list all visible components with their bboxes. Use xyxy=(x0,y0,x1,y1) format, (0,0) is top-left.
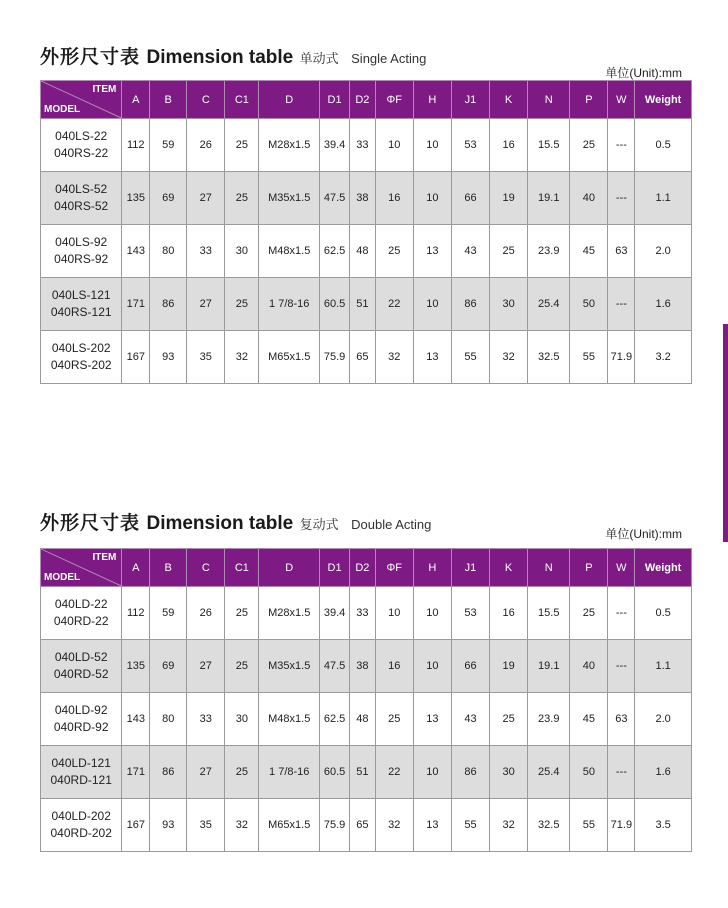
value-cell: 27 xyxy=(187,746,225,799)
value-cell: 10 xyxy=(375,119,413,172)
value-cell: 47.5 xyxy=(320,640,350,693)
value-cell: 25 xyxy=(375,225,413,278)
model-item-header xyxy=(41,549,122,587)
table-row xyxy=(41,172,692,225)
value-cell: 62.5 xyxy=(320,225,350,278)
value-cell: 32 xyxy=(225,331,259,384)
column-header: Weight xyxy=(635,81,692,119)
value-cell: 167 xyxy=(122,331,150,384)
value-cell: 43 xyxy=(451,225,489,278)
value-cell: 171 xyxy=(122,278,150,331)
value-cell: 16 xyxy=(375,640,413,693)
value-cell: 86 xyxy=(451,278,489,331)
table-row xyxy=(41,119,692,172)
table-body xyxy=(41,119,692,384)
value-cell: 38 xyxy=(349,640,375,693)
value-cell: 112 xyxy=(122,587,150,640)
value-cell: 25.4 xyxy=(528,278,570,331)
value-cell: 60.5 xyxy=(320,278,350,331)
value-cell: 0.5 xyxy=(635,119,692,172)
value-cell: 93 xyxy=(150,331,187,384)
column-header: ΦF xyxy=(375,81,413,119)
value-cell: M28x1.5 xyxy=(259,587,320,640)
value-cell: 135 xyxy=(122,172,150,225)
value-cell: 10 xyxy=(413,587,451,640)
model-code: 040RD-121 xyxy=(50,773,112,787)
value-cell: 43 xyxy=(451,693,489,746)
model-cell xyxy=(41,225,122,278)
column-header: W xyxy=(608,81,635,119)
value-cell: 1.6 xyxy=(635,278,692,331)
subtitle-cn: 单动式 xyxy=(299,51,339,66)
value-cell: 10 xyxy=(375,587,413,640)
value-cell: 3.5 xyxy=(635,799,692,852)
column-header: H xyxy=(413,549,451,587)
value-cell: 45 xyxy=(570,225,608,278)
value-cell: 16 xyxy=(375,172,413,225)
value-cell: 135 xyxy=(122,640,150,693)
value-cell: 13 xyxy=(413,331,451,384)
model-cell xyxy=(41,799,122,852)
value-cell: 66 xyxy=(451,172,489,225)
value-cell: 40 xyxy=(570,640,608,693)
value-cell: 50 xyxy=(570,278,608,331)
value-cell: M48x1.5 xyxy=(259,693,320,746)
value-cell: 39.4 xyxy=(320,587,350,640)
value-cell: 63 xyxy=(608,693,635,746)
model-cell xyxy=(41,693,122,746)
value-cell: 0.5 xyxy=(635,587,692,640)
value-cell: 167 xyxy=(122,799,150,852)
column-header: C xyxy=(187,549,225,587)
column-header: B xyxy=(150,81,187,119)
model-code: 040LD-92 xyxy=(54,703,108,717)
value-cell: 27 xyxy=(187,172,225,225)
value-cell: 25 xyxy=(490,693,528,746)
column-header: C xyxy=(187,81,225,119)
model-label: MODEL xyxy=(44,104,81,115)
model-cell xyxy=(41,331,122,384)
page-edge-tab xyxy=(723,324,728,542)
value-cell: 19 xyxy=(490,172,528,225)
value-cell: 10 xyxy=(413,119,451,172)
value-cell: 80 xyxy=(150,693,187,746)
value-cell: 55 xyxy=(451,799,489,852)
column-header: A xyxy=(122,81,150,119)
model-code: 040RD-202 xyxy=(50,826,112,840)
value-cell: 75.9 xyxy=(320,331,350,384)
column-header: D2 xyxy=(349,549,375,587)
column-header: P xyxy=(570,549,608,587)
subtitle-en: Double Acting xyxy=(351,517,432,532)
value-cell: 86 xyxy=(451,746,489,799)
model-code: 040LS-202 xyxy=(51,341,111,355)
value-cell: 53 xyxy=(451,119,489,172)
value-cell: 10 xyxy=(413,172,451,225)
value-cell: 59 xyxy=(150,587,187,640)
value-cell: M35x1.5 xyxy=(259,640,320,693)
value-cell: 30 xyxy=(490,746,528,799)
value-cell: M48x1.5 xyxy=(259,225,320,278)
value-cell: 13 xyxy=(413,799,451,852)
value-cell: 45 xyxy=(570,693,608,746)
table-row xyxy=(41,278,692,331)
value-cell: M28x1.5 xyxy=(259,119,320,172)
value-cell: 50 xyxy=(570,746,608,799)
column-header: Weight xyxy=(635,549,692,587)
table-row xyxy=(41,640,692,693)
model-cell xyxy=(41,119,122,172)
unit-label: 单位(Unit):mm xyxy=(605,66,682,80)
value-cell: 25 xyxy=(225,746,259,799)
model-code: 040RS-202 xyxy=(50,358,112,372)
value-cell: 25 xyxy=(375,693,413,746)
value-cell: 63 xyxy=(608,225,635,278)
value-cell: 55 xyxy=(570,331,608,384)
unit-label: 单位(Unit):mm xyxy=(605,527,682,541)
value-cell: 62.5 xyxy=(320,693,350,746)
value-cell: 10 xyxy=(413,278,451,331)
model-code: 040LD-121 xyxy=(51,756,111,770)
value-cell: 143 xyxy=(122,693,150,746)
table-row xyxy=(41,693,692,746)
value-cell: 171 xyxy=(122,746,150,799)
value-cell: 55 xyxy=(451,331,489,384)
value-cell: 48 xyxy=(349,693,375,746)
column-header: D1 xyxy=(320,549,350,587)
value-cell: M65x1.5 xyxy=(259,331,320,384)
value-cell: 33 xyxy=(187,225,225,278)
model-code: 040RD-92 xyxy=(53,720,109,734)
value-cell: --- xyxy=(608,746,635,799)
item-label: ITEM xyxy=(92,552,117,563)
value-cell: 1 7/8-16 xyxy=(259,746,320,799)
value-cell: 32.5 xyxy=(528,799,570,852)
model-cell xyxy=(41,172,122,225)
value-cell: 2.0 xyxy=(635,225,692,278)
value-cell: --- xyxy=(608,119,635,172)
column-header: C1 xyxy=(225,549,259,587)
column-header: W xyxy=(608,549,635,587)
value-cell: 19.1 xyxy=(528,172,570,225)
value-cell: 32 xyxy=(490,799,528,852)
column-header: J1 xyxy=(451,81,489,119)
value-cell: 40 xyxy=(570,172,608,225)
value-cell: 143 xyxy=(122,225,150,278)
value-cell: 35 xyxy=(187,799,225,852)
model-code: 040LD-52 xyxy=(54,650,108,664)
value-cell: 55 xyxy=(570,799,608,852)
value-cell: 16 xyxy=(490,119,528,172)
value-cell: 30 xyxy=(225,693,259,746)
value-cell: 25 xyxy=(490,225,528,278)
model-code: 040LS-92 xyxy=(55,235,108,249)
single-acting-title xyxy=(40,42,426,69)
value-cell: 25 xyxy=(225,278,259,331)
model-code: 040LS-52 xyxy=(55,182,108,196)
value-cell: 35 xyxy=(187,331,225,384)
value-cell: 1 7/8-16 xyxy=(259,278,320,331)
value-cell: 23.9 xyxy=(528,225,570,278)
value-cell: 10 xyxy=(413,746,451,799)
value-cell: 1.1 xyxy=(635,172,692,225)
value-cell: 23.9 xyxy=(528,693,570,746)
value-cell: 30 xyxy=(490,278,528,331)
value-cell: --- xyxy=(608,587,635,640)
value-cell: 48 xyxy=(349,225,375,278)
value-cell: 25 xyxy=(570,119,608,172)
value-cell: 32 xyxy=(225,799,259,852)
dimension-table-double xyxy=(40,548,692,852)
title-cn: 外形尺寸表 xyxy=(40,47,141,68)
value-cell: 66 xyxy=(451,640,489,693)
value-cell: 32 xyxy=(490,331,528,384)
value-cell: --- xyxy=(608,172,635,225)
column-header: D1 xyxy=(320,81,350,119)
value-cell: 80 xyxy=(150,225,187,278)
value-cell: 27 xyxy=(187,640,225,693)
value-cell: 71.9 xyxy=(608,799,635,852)
subtitle-cn: 复动式 xyxy=(299,517,339,532)
table-row xyxy=(41,587,692,640)
item-label: ITEM xyxy=(92,84,117,95)
value-cell: 25 xyxy=(225,172,259,225)
column-header: N xyxy=(528,81,570,119)
table-row xyxy=(41,331,692,384)
title-en: Dimension table xyxy=(146,47,294,68)
model-code: 040RS-121 xyxy=(50,305,112,319)
value-cell: 32.5 xyxy=(528,331,570,384)
subtitle-en: Single Acting xyxy=(351,51,427,66)
value-cell: 71.9 xyxy=(608,331,635,384)
value-cell: 51 xyxy=(349,278,375,331)
value-cell: 19.1 xyxy=(528,640,570,693)
model-cell xyxy=(41,640,122,693)
table-body xyxy=(41,587,692,852)
value-cell: 25 xyxy=(570,587,608,640)
value-cell: 15.5 xyxy=(528,119,570,172)
value-cell: 33 xyxy=(349,119,375,172)
value-cell: --- xyxy=(608,278,635,331)
value-cell: 86 xyxy=(150,278,187,331)
value-cell: 86 xyxy=(150,746,187,799)
model-item-header xyxy=(41,81,122,119)
double-acting-title xyxy=(40,508,431,535)
value-cell: 32 xyxy=(375,799,413,852)
value-cell: 65 xyxy=(349,799,375,852)
table-header-row xyxy=(41,549,692,587)
model-cell xyxy=(41,278,122,331)
value-cell: M35x1.5 xyxy=(259,172,320,225)
value-cell: 25.4 xyxy=(528,746,570,799)
value-cell: 25 xyxy=(225,587,259,640)
value-cell: 69 xyxy=(150,640,187,693)
value-cell: 65 xyxy=(349,331,375,384)
value-cell: M65x1.5 xyxy=(259,799,320,852)
value-cell: 25 xyxy=(225,640,259,693)
value-cell: 30 xyxy=(225,225,259,278)
value-cell: 3.2 xyxy=(635,331,692,384)
value-cell: 33 xyxy=(187,693,225,746)
column-header: D2 xyxy=(349,81,375,119)
table-header-row xyxy=(41,81,692,119)
value-cell: 1.1 xyxy=(635,640,692,693)
value-cell: 32 xyxy=(375,331,413,384)
value-cell: --- xyxy=(608,640,635,693)
column-header: A xyxy=(122,549,150,587)
value-cell: 93 xyxy=(150,799,187,852)
value-cell: 2.0 xyxy=(635,693,692,746)
value-cell: 112 xyxy=(122,119,150,172)
value-cell: 59 xyxy=(150,119,187,172)
column-header: K xyxy=(490,549,528,587)
dimension-table-single xyxy=(40,80,692,384)
column-header: P xyxy=(570,81,608,119)
value-cell: 26 xyxy=(187,119,225,172)
value-cell: 39.4 xyxy=(320,119,350,172)
column-header: J1 xyxy=(451,549,489,587)
value-cell: 75.9 xyxy=(320,799,350,852)
value-cell: 60.5 xyxy=(320,746,350,799)
column-header: D xyxy=(259,549,320,587)
model-code: 040LD-22 xyxy=(54,597,108,611)
model-cell xyxy=(41,746,122,799)
column-header: N xyxy=(528,549,570,587)
model-code: 040RD-52 xyxy=(53,667,109,681)
value-cell: 1.6 xyxy=(635,746,692,799)
value-cell: 10 xyxy=(413,640,451,693)
model-code: 040RS-92 xyxy=(54,252,109,266)
value-cell: 13 xyxy=(413,225,451,278)
value-cell: 13 xyxy=(413,693,451,746)
value-cell: 15.5 xyxy=(528,587,570,640)
value-cell: 26 xyxy=(187,587,225,640)
value-cell: 19 xyxy=(490,640,528,693)
value-cell: 16 xyxy=(490,587,528,640)
value-cell: 25 xyxy=(225,119,259,172)
value-cell: 22 xyxy=(375,746,413,799)
table-row xyxy=(41,799,692,852)
value-cell: 22 xyxy=(375,278,413,331)
model-label: MODEL xyxy=(44,572,81,583)
value-cell: 53 xyxy=(451,587,489,640)
column-header: K xyxy=(490,81,528,119)
value-cell: 69 xyxy=(150,172,187,225)
model-code: 040RD-22 xyxy=(53,614,109,628)
model-code: 040LS-121 xyxy=(51,288,111,302)
table-row xyxy=(41,225,692,278)
model-code: 040LD-202 xyxy=(51,809,111,823)
model-cell xyxy=(41,587,122,640)
value-cell: 47.5 xyxy=(320,172,350,225)
value-cell: 38 xyxy=(349,172,375,225)
model-code: 040RS-52 xyxy=(54,199,109,213)
title-cn: 外形尺寸表 xyxy=(40,513,141,534)
title-en: Dimension table xyxy=(146,513,294,534)
value-cell: 27 xyxy=(187,278,225,331)
column-header: D xyxy=(259,81,320,119)
column-header: H xyxy=(413,81,451,119)
value-cell: 33 xyxy=(349,587,375,640)
column-header: C1 xyxy=(225,81,259,119)
model-code: 040LS-22 xyxy=(55,129,108,143)
column-header: B xyxy=(150,549,187,587)
model-code: 040RS-22 xyxy=(54,146,109,160)
column-header: ΦF xyxy=(375,549,413,587)
table-row xyxy=(41,746,692,799)
value-cell: 51 xyxy=(349,746,375,799)
